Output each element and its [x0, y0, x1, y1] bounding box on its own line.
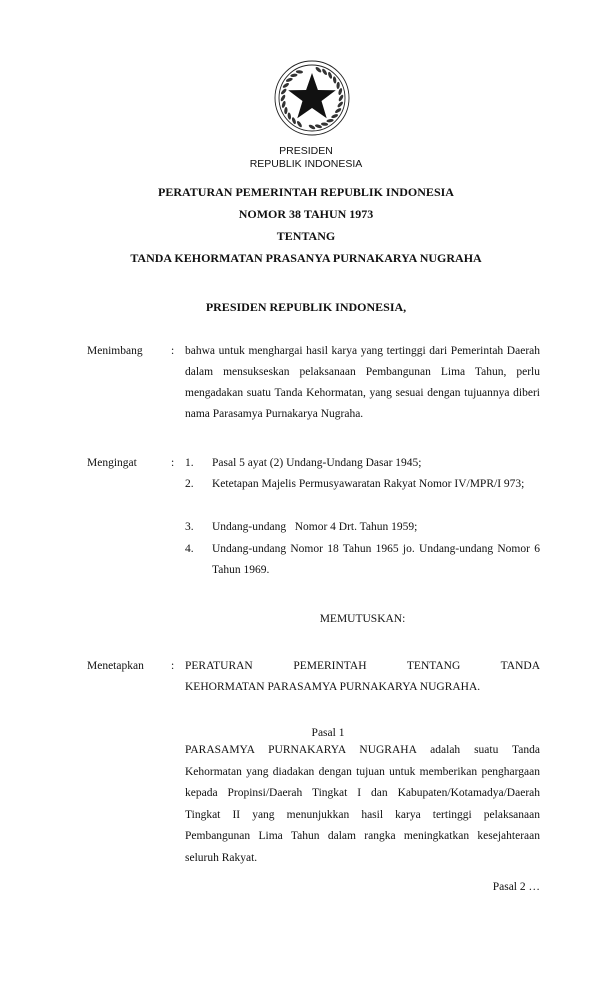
menetapkan-line-1: PERATURAN PEMERINTAH TENTANG TANDA [185, 660, 540, 672]
item-number: 3. [185, 521, 194, 533]
laurel-leaf-icon [296, 70, 303, 74]
continuation-note: Pasal 2 … [492, 881, 540, 893]
item-text: Pasal 5 ayat (2) Undang-Undang Dasar 1945; [212, 457, 422, 469]
menetapkan-line-2: KEHORMATAN PARASAMYA PURNAKARYA NUGRAHA. [185, 681, 481, 693]
laurel-leaf-icon [331, 113, 339, 119]
mengingat-label: Mengingat [87, 457, 137, 469]
office-line-2: REPUBLIK INDONESIA [249, 158, 363, 170]
item-number: 4. [185, 543, 194, 555]
laurel-leaf-icon [337, 101, 344, 108]
laurel-leaf-icon [315, 124, 323, 129]
star-emblem-icon [272, 58, 352, 138]
item-number: 1. [185, 457, 194, 469]
laurel-leaf-icon [334, 107, 342, 114]
pasal-1-text: PARASAMYA PURNAKARYA NUGRAHA adalah suatu Tanda Kehormatan yang diadakan dengan tujuan untuk memberikan penghargaan kepada Propinsi/Daerah Tingkat I dan Kabupaten/Kotamadya/Daerah Tingkat II yang menunjukkan hasil karya tertinggi pelaksanaan Pembangunan Lima Tahun dalam rangka meningkatkan kesejahteraan seluruh Rakyat. [185, 744, 540, 864]
laurel-leaf-icon [296, 120, 303, 128]
office-line-1: PRESIDEN [279, 145, 333, 157]
pasal-1-heading: Pasal 1 [311, 727, 345, 739]
menetapkan-colon: : [171, 660, 175, 672]
laurel-leaf-icon [284, 107, 288, 114]
laurel-leaf-icon [326, 119, 334, 123]
menetapkan-label: Menetapkan [87, 660, 144, 672]
title-line-1: PERATURAN PEMERINTAH REPUBLIK INDONESIA [158, 185, 454, 199]
menimbang-label: Menimbang [87, 345, 143, 357]
item-text: Ketetapan Majelis Permusyawaratan Rakyat Nomor IV/MPR/I 973; [212, 478, 525, 490]
laurel-leaf-icon [333, 76, 337, 84]
laurel-leaf-icon [321, 122, 328, 126]
laurel-leaf-icon [338, 88, 343, 96]
laurel-leaf-icon [321, 68, 328, 76]
menimbang-text: bahwa untuk menghargai hasil karya yang tertinggi dari Pemerintah Daerah dalam mensukseskan pelaksanaan Pembangunan Lima Tahun, perlu mengadakan suatu Tanda Kehormatan, yang sesuai dengan tujuannya diberi nama Parasamya Purnakarya Nugraha. [185, 345, 540, 420]
laurel-leaf-icon [281, 101, 286, 109]
item-text: Undang-undang Nomor 4 Drt. Tahun 1959; [212, 521, 418, 533]
laurel-leaf-icon [336, 82, 340, 89]
laurel-leaf-icon [290, 73, 298, 77]
laurel-leaf-icon [291, 117, 297, 125]
laurel-leaf-icon [282, 82, 290, 89]
title-line-3: TENTANG [276, 229, 336, 243]
title-line-2: NOMOR 38 TAHUN 1973 [238, 207, 374, 221]
laurel-leaf-icon [280, 94, 286, 102]
menimbang-colon: : [171, 345, 175, 357]
laurel-leaf-icon [280, 88, 287, 95]
laurel-leaf-icon [287, 112, 291, 120]
item-number: 2. [185, 478, 194, 490]
laurel-leaf-icon [315, 66, 322, 73]
laurel-leaf-icon [327, 71, 333, 79]
item-text: Undang-undang Nomor 18 Tahun 1965 jo. Undang-undang Nomor 6 Tahun 1969. [212, 543, 540, 576]
laurel-leaf-icon [285, 77, 293, 83]
mengingat-colon: : [171, 457, 175, 469]
laurel-leaf-icon [308, 124, 316, 130]
laurel-leaf-icon [338, 94, 344, 102]
president-heading: PRESIDEN REPUBLIK INDONESIA, [205, 300, 407, 314]
title-line-4: TANDA KEHORMATAN PRASANYA PURNAKARYA NUGRAHA [130, 251, 482, 265]
memutuskan-heading: MEMUTUSKAN: [319, 613, 406, 625]
